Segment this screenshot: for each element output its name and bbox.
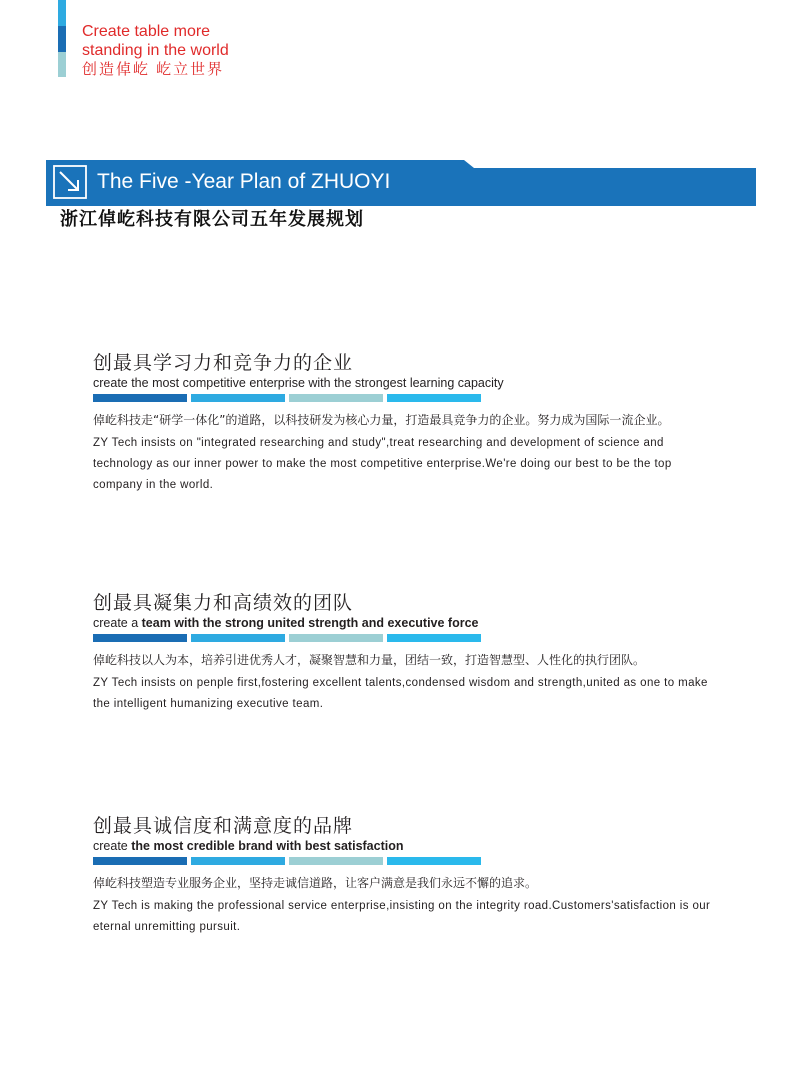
divider-segment: [191, 634, 285, 642]
divider-segment: [289, 857, 383, 865]
divider-segment: [289, 634, 383, 642]
section-divider: [93, 394, 713, 402]
divider-segment: [93, 634, 187, 642]
section-title-en: [93, 616, 713, 630]
divider-segment: [387, 857, 481, 865]
slogan-line-3: 创造倬屹 屹立世界: [82, 61, 225, 78]
accent-bar-middle: [58, 26, 66, 52]
section-brand: [93, 811, 713, 938]
accent-bar-bottom: [58, 52, 66, 77]
section-team: [93, 588, 713, 715]
banner-title: The Five -Year Plan of ZHUOYI: [97, 170, 391, 193]
section-body-en: ZY Tech insists on penple first,fostering excellent talents,condensed wisdom and strength,united as one to make the intelligent humanizing executive team.: [93, 677, 708, 710]
section-title-en: create the most competitive enterprise with the strongest learning capacity: [93, 376, 504, 390]
slogan: [82, 22, 229, 79]
section-body-en: ZY Tech is making the professional service enterprise,insisting on the integrity road.Customers'satisfaction is our eternal unremitting pursuit.: [93, 900, 711, 933]
divider-segment: [289, 394, 383, 402]
section-body-cn: 倬屹科技走“研学一体化”的道路，以科技研发为核心力量，打造最具竞争力的企业。努力成为国际一流企业。: [93, 413, 670, 427]
divider-segment: [191, 394, 285, 402]
section-title-cn: 创最具学习力和竞争力的企业: [93, 352, 354, 374]
section-title-cn: 创最具诚信度和满意度的品牌: [93, 815, 354, 837]
slogan-line-1: Create table more: [82, 23, 211, 40]
section-divider: [93, 857, 713, 865]
slogan-line-2: standing in the world: [82, 42, 229, 59]
section-body-en: ZY Tech insists on "integrated researching and study",treat researching and development of science and technology as our inner power to make the most competitive enterprise.We're doing our best to be the top company in the world.: [93, 437, 672, 491]
section-learning: [93, 348, 713, 496]
divider-segment: [191, 857, 285, 865]
section-title-en: [93, 839, 713, 853]
section-title-en-bold: team with the strong united strength and executive force: [141, 616, 479, 630]
section-body-cn: 倬屹科技以人为本，培养引进优秀人才，凝聚智慧和力量，团结一致，打造智慧型、人性化的执行团队。: [93, 653, 646, 667]
accent-bar-top: [58, 0, 66, 26]
section-title-en-prefix: create a: [93, 616, 142, 630]
divider-segment: [387, 634, 481, 642]
divider-segment: [93, 394, 187, 402]
section-title-en-prefix: create: [93, 839, 132, 853]
section-title-en-bold: the most credible brand with best satisfaction: [131, 839, 404, 853]
divider-segment: [93, 857, 187, 865]
section-divider: [93, 634, 713, 642]
page-title: 浙江倬屹科技有限公司五年发展规划: [60, 209, 364, 230]
divider-segment: [387, 394, 481, 402]
section-body-cn: 倬屹科技塑造专业服务企业，坚持走诚信道路，让客户满意是我们永远不懈的追求。: [93, 876, 538, 890]
section-title-cn: 创最具凝集力和高绩效的团队: [93, 592, 354, 614]
